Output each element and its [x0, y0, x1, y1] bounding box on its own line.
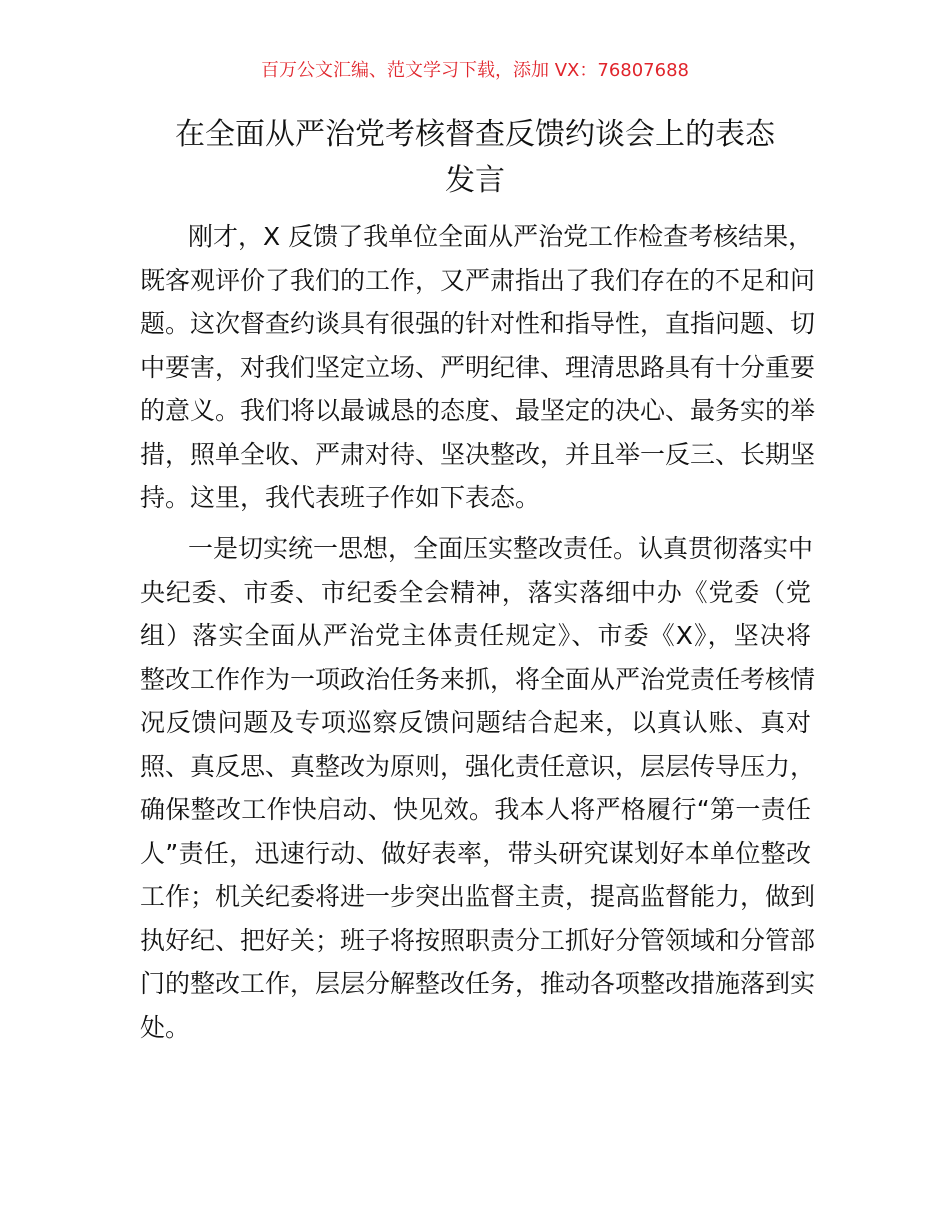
text-line: 持。这里，我代表班子作如下表态。 [140, 483, 541, 512]
text-line: 组）落实全面从严治党主体责任规定》、市委《X》，坚决将 [140, 621, 811, 650]
text-line: 执好纪、把好关；班子将按照职责分工抓好分管领域和分管部 [140, 925, 816, 955]
watermark-header: 百万公文汇编、范文学习下载，添加 VX：76807688 [261, 60, 689, 81]
text-line: 央纪委、市委、市纪委全会精神，落实落细中办《党委（党 [140, 577, 811, 607]
text-line: 照、真反思、真整改为原则，强化责任意识，层层传导压力， [140, 751, 816, 781]
paragraph-intro [140, 215, 816, 520]
text-line: 门的整改工作，层层分解整改任务，推动各项整改措施落到实 [140, 969, 816, 998]
document-title [100, 112, 850, 204]
text-line: 人”责任，迅速行动、做好表率，带头研究谋划好本单位整改 [140, 838, 811, 868]
text-line: 况反馈问题及专项巡察反馈问题结合起来，以真认账、真对 [140, 708, 811, 737]
text-line: 工作；机关纪委将进一步突出监督主责，提高监督能力，做到 [140, 882, 816, 911]
text-line: 中要害，对我们坚定立场、严明纪律、理清思路具有十分重要 [140, 352, 816, 382]
paragraph-point-one [140, 527, 816, 1049]
title-line: 在全面从严治党考核督查反馈约谈会上的表态 [175, 117, 775, 152]
text-line: 处。 [140, 1012, 191, 1042]
text-line: 的意义。我们将以最诚恳的态度、最坚定的决心、最务实的举 [140, 396, 816, 425]
title-line: 发言 [445, 163, 505, 198]
text-line: 措，照单全收、严肃对待、坚决整改，并且举一反三、长期坚 [140, 439, 816, 469]
text-line: 确保整改工作快启动、快见效。我本人将严格履行“第一责任 [140, 795, 811, 824]
text-line: 刚才，X 反馈了我单位全面从严治党工作检查考核结果， [188, 222, 814, 251]
text-line: 题。这次督查约谈具有很强的针对性和指导性，直指问题、切 [140, 309, 816, 338]
text-line: 整改工作作为一项政治任务来抓，将全面从严治党责任考核情 [140, 664, 816, 694]
text-line: 一是切实统一思想，全面压实整改责任。认真贯彻落实中 [188, 534, 814, 563]
text-line: 既客观评价了我们的工作，又严肃指出了我们存在的不足和问 [140, 265, 816, 295]
